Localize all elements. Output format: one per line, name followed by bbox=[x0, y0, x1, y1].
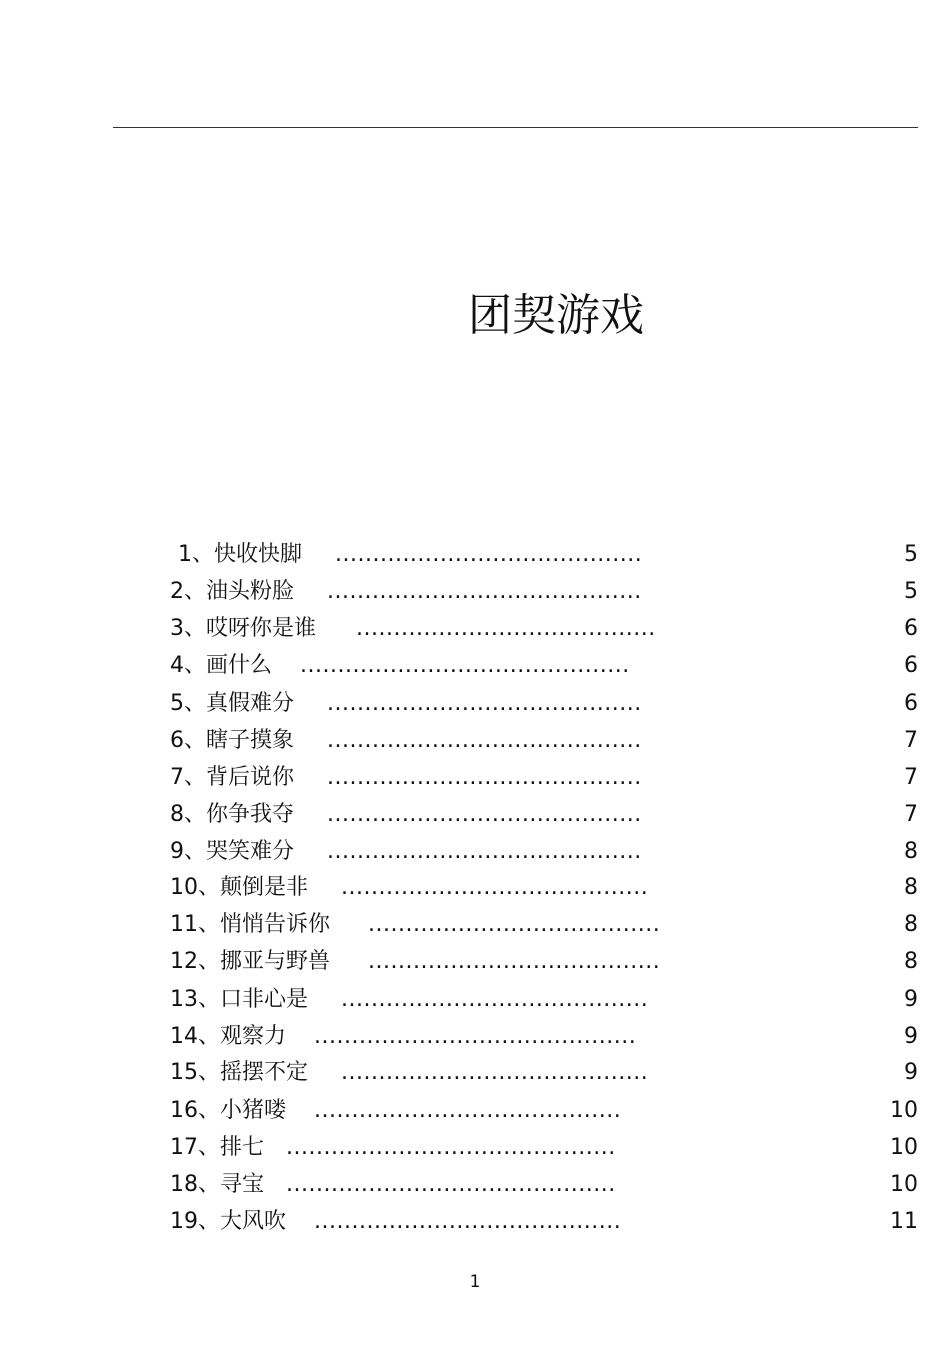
toc-entry-page: 7 bbox=[904, 765, 918, 790]
toc-entry-title: 19、大风吹 bbox=[170, 1209, 286, 1234]
toc-entry-title: 8、你争我夺 bbox=[170, 802, 294, 827]
toc-entry-leader: .......................................... bbox=[327, 802, 642, 827]
toc-entry-page: 5 bbox=[904, 579, 918, 604]
toc-entry-title: 4、画什么 bbox=[170, 653, 272, 678]
toc-entry[interactable] bbox=[0, 907, 918, 943]
toc-entry[interactable] bbox=[0, 574, 918, 610]
toc-entry[interactable] bbox=[0, 686, 918, 722]
toc-entry-leader: ....................................... bbox=[368, 949, 661, 974]
toc-entry-leader: ............................................ bbox=[300, 653, 630, 678]
toc-entry-title: 15、摇摆不定 bbox=[170, 1060, 308, 1085]
toc-entry[interactable] bbox=[0, 982, 918, 1018]
toc-entry[interactable] bbox=[0, 611, 918, 647]
toc-entry-page: 8 bbox=[904, 912, 918, 937]
toc-entry[interactable] bbox=[0, 870, 918, 906]
toc-entry[interactable] bbox=[0, 1019, 918, 1055]
toc-entry-page: 6 bbox=[904, 616, 918, 641]
toc-entry[interactable] bbox=[0, 797, 918, 833]
toc-entry-leader: ......................................... bbox=[341, 987, 649, 1012]
toc-entry-leader: ......................................... bbox=[341, 875, 649, 900]
toc-entry-title: 5、真假难分 bbox=[170, 691, 294, 716]
toc-entry-title: 10、颠倒是非 bbox=[170, 875, 308, 900]
toc-entry-page: 11 bbox=[890, 1209, 918, 1234]
toc-entry-page: 7 bbox=[904, 728, 918, 753]
toc-entry-page: 7 bbox=[904, 802, 918, 827]
toc-entry-page: 9 bbox=[904, 987, 918, 1012]
toc-entry-title: 16、小猪喽 bbox=[170, 1098, 286, 1123]
toc-entry-leader: ....................................... bbox=[368, 912, 661, 937]
toc-entry-page: 8 bbox=[904, 875, 918, 900]
toc-entry-title: 18、寻宝 bbox=[170, 1172, 264, 1197]
toc-entry-leader: .......................................... bbox=[327, 728, 642, 753]
toc-entry-leader: ......................................... bbox=[341, 1060, 649, 1085]
toc-entry-leader: ........................................ bbox=[356, 616, 656, 641]
toc-entry-leader: .......................................... bbox=[327, 579, 642, 604]
toc-entry-title: 11、悄悄告诉你 bbox=[170, 912, 330, 937]
toc-entry[interactable] bbox=[0, 1167, 918, 1203]
toc-entry-title: 12、挪亚与野兽 bbox=[170, 949, 330, 974]
toc-entry-page: 6 bbox=[904, 691, 918, 716]
toc-entry-page: 9 bbox=[904, 1024, 918, 1049]
toc-entry[interactable] bbox=[0, 944, 918, 980]
toc-entry-title: 2、油头粉脸 bbox=[170, 579, 294, 604]
toc-entry-title: 6、瞎子摸象 bbox=[170, 728, 294, 753]
header-rule bbox=[113, 127, 918, 128]
toc-entry-leader: ......................................... bbox=[335, 542, 643, 567]
toc-entry-page: 9 bbox=[904, 1060, 918, 1085]
toc-entry[interactable] bbox=[0, 537, 918, 573]
toc-entry-page: 10 bbox=[890, 1135, 918, 1160]
page-number: 1 bbox=[469, 1272, 481, 1292]
toc-entry-leader: ........................................... bbox=[314, 1024, 637, 1049]
toc-entry-leader: .......................................... bbox=[327, 765, 642, 790]
toc-entry-leader: ......................................... bbox=[314, 1209, 622, 1234]
toc-entry-page: 10 bbox=[890, 1172, 918, 1197]
toc-entry[interactable] bbox=[0, 1093, 918, 1129]
toc-entry-title: 13、口非心是 bbox=[170, 987, 308, 1012]
toc-entry-page: 6 bbox=[904, 653, 918, 678]
toc-entry-leader: ............................................ bbox=[286, 1135, 616, 1160]
toc-entry-title: 9、哭笑难分 bbox=[170, 839, 294, 864]
toc-entry-title: 1、快收快脚 bbox=[178, 542, 302, 567]
toc-entry-page: 5 bbox=[904, 542, 918, 567]
toc-entry-page: 8 bbox=[904, 949, 918, 974]
toc-entry[interactable] bbox=[0, 723, 918, 759]
toc-entry[interactable] bbox=[0, 760, 918, 796]
toc-entry-page: 8 bbox=[904, 839, 918, 864]
toc-entry-leader: .......................................... bbox=[327, 691, 642, 716]
toc-entry-title: 7、背后说你 bbox=[170, 765, 294, 790]
toc-entry[interactable] bbox=[0, 1204, 918, 1240]
toc-entry-leader: ......................................... bbox=[314, 1098, 622, 1123]
toc-entry-title: 17、排七 bbox=[170, 1135, 264, 1160]
document-title: 团契游戏 bbox=[468, 290, 644, 341]
toc-entry-page: 10 bbox=[890, 1098, 918, 1123]
toc-entry-leader: ............................................ bbox=[286, 1172, 616, 1197]
toc-entry[interactable] bbox=[0, 1055, 918, 1091]
toc-entry-leader: .......................................... bbox=[327, 839, 642, 864]
toc-entry[interactable] bbox=[0, 1130, 918, 1166]
toc-entry[interactable] bbox=[0, 648, 918, 684]
toc-entry-title: 3、哎呀你是谁 bbox=[170, 616, 316, 641]
toc-entry[interactable] bbox=[0, 834, 918, 870]
toc-entry-title: 14、观察力 bbox=[170, 1024, 286, 1049]
